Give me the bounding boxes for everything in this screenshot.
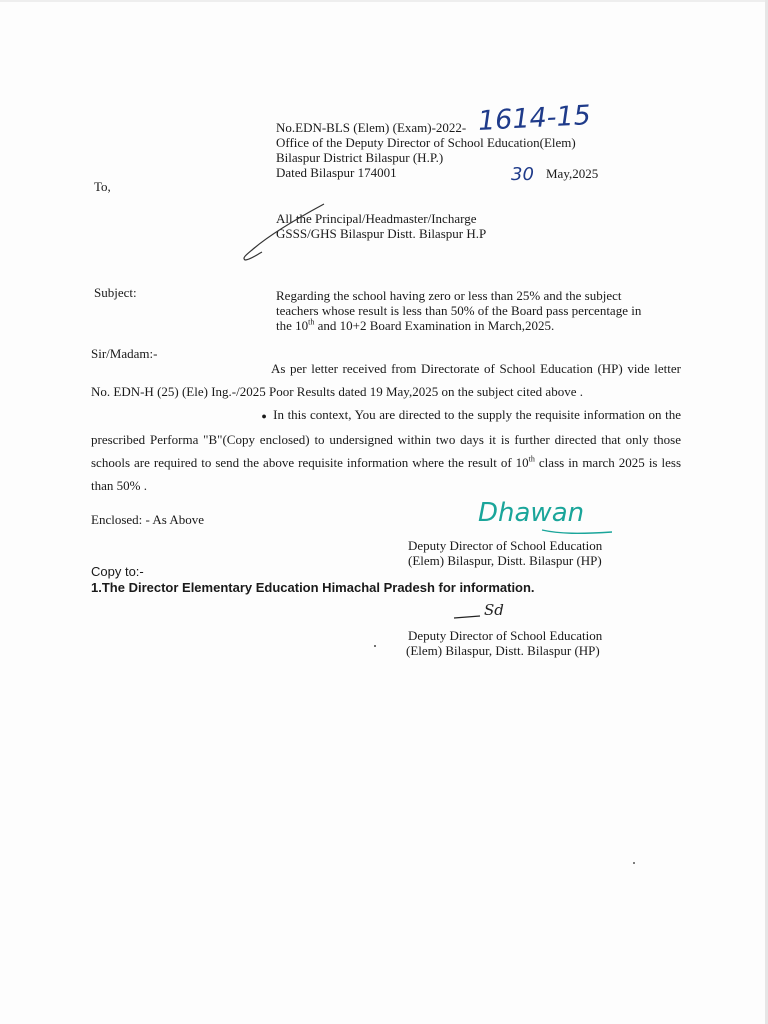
signature-2-handwritten: Sd	[484, 601, 504, 619]
office-name: Office of the Deputy Director of School Education(Elem)	[276, 135, 576, 150]
subject-line-2: teachers whose result is less than 50% of the Board pass percentage in	[276, 303, 642, 318]
scan-speck	[633, 862, 635, 864]
signature-1-office: (Elem) Bilaspur, Distt. Bilaspur (HP)	[408, 553, 602, 568]
handwritten-reference-number: 1614-15	[477, 100, 592, 137]
signature-2-office: (Elem) Bilaspur, Distt. Bilaspur (HP)	[406, 643, 600, 658]
body-superscript: th	[528, 454, 535, 464]
bullet-mark: ●	[261, 411, 268, 421]
scan-top-edge	[0, 0, 768, 2]
enclosed-note: Enclosed: - As Above	[91, 512, 205, 527]
subject-line-3-end: and 10+2 Board Examination in March,2025.	[314, 318, 555, 333]
subject-line-3-start: the 10	[276, 318, 309, 333]
date-month-year: May,2025	[546, 166, 599, 181]
body-paragraph-1-text: As per letter received from Directorate of School Education (HP) vide letter No. EDN-H (25) (Ele) Ing.-/2025 Poor Results dated 19 May,2025 on the subject cited above .	[91, 361, 681, 399]
signature-1-flourish	[540, 512, 620, 536]
scan-speck	[374, 645, 376, 647]
body-paragraph-2	[91, 403, 681, 497]
signature-2-title: Deputy Director of School Education	[408, 628, 603, 643]
to-label: To,	[94, 179, 111, 194]
body-paragraph-2-end: class in march 2025 is less than 50% .	[91, 455, 681, 493]
salutation: Sir/Madam:-	[91, 346, 158, 361]
body-paragraph-1	[91, 357, 681, 403]
copy-to-label: Copy to:-	[91, 564, 144, 579]
handwritten-strike-mark	[238, 200, 328, 262]
signature-1-title: Deputy Director of School Education	[408, 538, 603, 553]
office-district: Bilaspur District Bilaspur (H.P.)	[276, 150, 444, 165]
reference-number: No.EDN-BLS (Elem) (Exam)-2022-	[276, 120, 467, 135]
copy-to-item-1: 1.The Director Elementary Education Himachal Pradesh for information.	[91, 580, 535, 595]
subject-superscript: th	[308, 317, 315, 327]
subject-label: Subject:	[94, 285, 137, 300]
subject-line-3	[276, 318, 554, 333]
signature-2-dash	[452, 610, 482, 622]
recipient-line-2: GSSS/GHS Bilaspur Distt. Bilaspur H.P	[276, 226, 487, 241]
body-paragraph-2-text: In this context, You are directed to the supply the requisite information on the prescribed Performa "B"(Copy enclosed) to undersigned within two days it is further directed that only those schools are required to send the above requisite information where the result of 10	[91, 407, 681, 470]
dated-place: Dated Bilaspur 174001	[276, 165, 397, 180]
reference-number-line	[276, 120, 466, 135]
recipient-line-1: All the Principal/Headmaster/Incharge	[276, 211, 477, 226]
handwritten-date-day: 30	[511, 164, 534, 185]
subject-line-1: Regarding the school having zero or less than 25% and the subject	[276, 288, 622, 303]
signature-1-handwritten: Dhawan	[478, 498, 585, 528]
